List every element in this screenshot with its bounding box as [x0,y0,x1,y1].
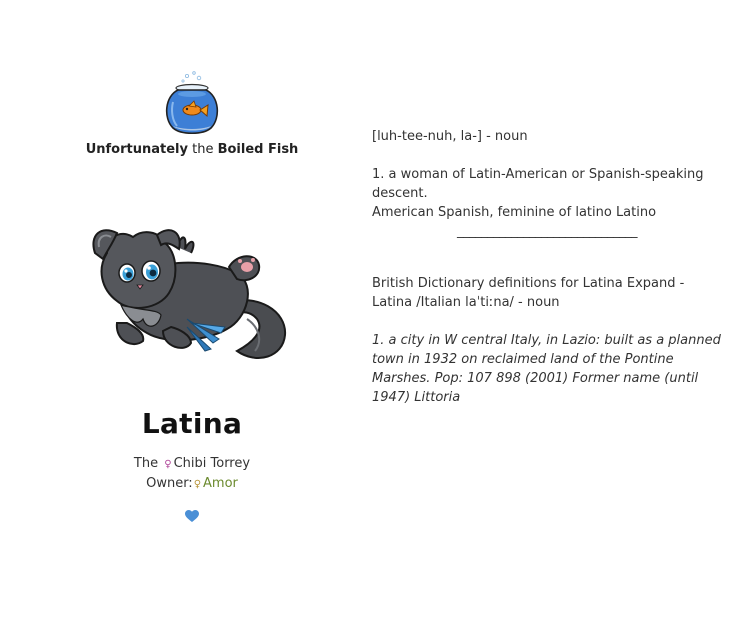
owner-link[interactable]: Amor [203,476,238,491]
species-name: Chibi Torrey [173,456,251,471]
pet-info [80,454,304,494]
british-definition: 1. a city in W central Italy, in Lazio: built as a planned town in 1932 on reclaimed land of the Pontine Marshes. Pop: 107 898 (2001) Former name (until 1947) Littoria [372,333,721,405]
fishbowl-icon [161,70,223,136]
owner-gender-icon: ♀ [193,479,202,490]
title-adjective: Unfortunately [85,142,188,157]
british-definition-header: British Dictionary definitions for Latina Expand - Latina /Italian laˈtiːna/ - noun [372,276,685,310]
pronunciation: [luh-tee-nuh, la-] - noun [372,129,528,144]
pet-profile-panel [80,70,304,527]
title-noun: Boiled Fish [217,142,299,157]
pet-image [87,223,297,371]
divider: ______________________________ [457,224,637,239]
definition-1: 1. a woman of Latin-American or Spanish-speaking descent. [372,167,704,201]
pet-title [80,142,304,157]
definition-1-origin: American Spanish, feminine of latino Latino [372,205,657,220]
favorite-heart-button[interactable] [185,508,199,527]
female-icon: ♀ [164,459,172,470]
title-connector: the [187,142,218,157]
species-line [80,454,304,474]
owner-line [80,474,304,494]
species-prefix: The [133,456,159,471]
heart-icon [185,510,199,523]
pet-name: Latina [141,407,243,440]
definition-panel [372,127,722,407]
owner-label: Owner: [146,476,193,491]
